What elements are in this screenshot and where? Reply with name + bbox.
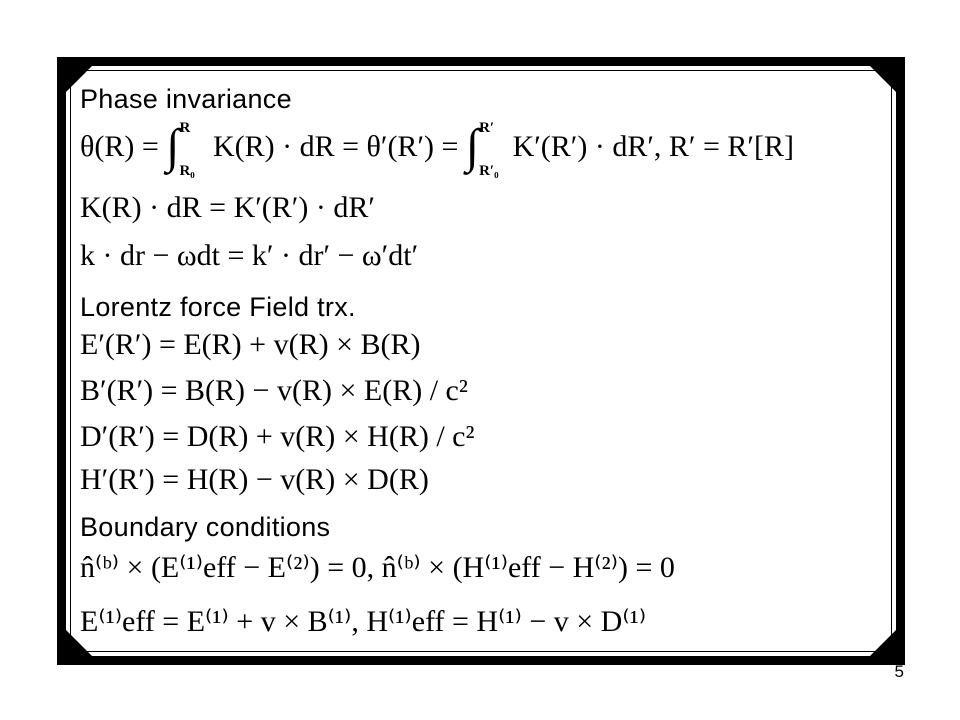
integral-upper-limit: R′ (479, 120, 495, 137)
heading-lorentz-force: Lorentz force Field trx. (80, 292, 356, 322)
equation-e-prime: E′(R′) = E(R) + v(R) × B(R) (80, 328, 421, 361)
page-number: 5 (894, 662, 904, 681)
equation-boundary-1: n̂⁽ᵇ⁾ × (E⁽¹⁾eff − E⁽²⁾) = 0, n̂⁽ᵇ⁾ × (H⁽¹⁾eff − H⁽²⁾) = 0 (80, 551, 675, 584)
eq-phase-rhs: K′(R′) · dR′, R′ = R′[R] (512, 130, 794, 163)
eq-phase-lhs: θ(R) = (80, 130, 159, 163)
corner-decoration-top-right (861, 57, 905, 101)
integral-lower-limit: R′₀ (479, 163, 499, 180)
equation-k-dot-dr: k · dr − ωdt = k′ · dr′ − ω′dt′ (80, 239, 419, 272)
integral-lower-limit: R₀ (179, 163, 195, 180)
eq-phase-mid: K(R) · dR = θ′(R′) = (212, 130, 459, 163)
heading-boundary-conditions: Boundary conditions (80, 512, 331, 542)
heading-phase-invariance: Phase invariance (80, 84, 292, 114)
equation-d-prime: D′(R′) = D(R) + v(R) × H(R) / c² (80, 420, 475, 453)
equation-h-prime: H′(R′) = H(R) − v(R) × D(R) (80, 463, 429, 496)
equation-b-prime: B′(R′) = B(R) − v(R) × E(R) / c² (80, 374, 468, 407)
integral-sign-icon: ∫ (465, 120, 480, 174)
corner-decoration-bottom-right (861, 621, 905, 665)
equation-phase-integral (80, 120, 794, 180)
equation-boundary-2: E⁽¹⁾eff = E⁽¹⁾ + v × B⁽¹⁾, H⁽¹⁾eff = H⁽¹⁾ − v × D⁽¹⁾ (80, 605, 647, 638)
integral-sign-icon: ∫ (166, 120, 180, 174)
integral-limits-2 (479, 120, 505, 180)
integral-upper-limit: R (179, 120, 191, 137)
integral-limits-1 (179, 120, 205, 180)
equation-k-dr: K(R) · dR = K′(R′) · dR′ (80, 191, 375, 224)
